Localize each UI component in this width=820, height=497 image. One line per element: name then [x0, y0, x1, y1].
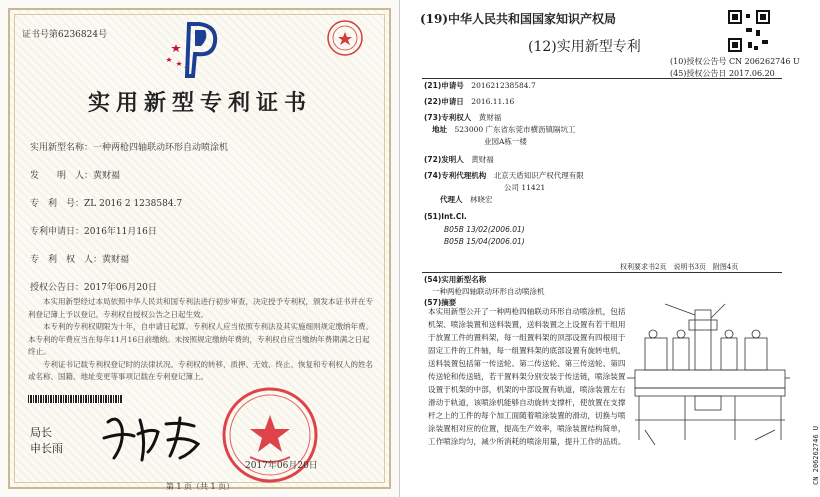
body-paragraph: 本专利的专利权期限为十年，自申请日起算。专利权人应当依照专利法及其实施细则规定缴纳年费。本专利的年费应当在每年11月16日前缴纳。未按照规定缴纳年费的，专利权自应当缴纳年费期满之日起终止。: [28, 322, 373, 356]
qr-code-icon: [728, 10, 770, 52]
field-patentee: 专 利 权 人：黄财福: [30, 255, 130, 265]
page-footer: 第 1 页（共 1 页）: [165, 482, 235, 491]
document-type: (12)实用新型专利: [528, 39, 641, 55]
certificate-number: 证书号第6236824号: [22, 30, 108, 40]
title-code: (54)实用新型名称: [424, 275, 487, 284]
publication-date: (45)授权公告日 2017.06.20: [670, 69, 775, 78]
field-row: (51)Int.Cl.: [424, 212, 467, 221]
field-patent-number: 专 利 号：ZL 2016 2 1238584.7: [30, 199, 183, 209]
certificate-page: [0, 0, 400, 497]
field-row: 代理人 林晓宏: [440, 195, 493, 204]
side-publication-number: CN 206262746 U: [812, 425, 820, 485]
body-paragraph: 专利证书记载专利权登记时的法律状况。专利权的转移、质押、无效、终止、恢复和专利权人的姓名或名称、国籍、地址变更等事项记载在专利登记簿上。: [28, 359, 373, 381]
publication-page: [400, 0, 820, 497]
sign-title: 局长: [30, 426, 52, 439]
field-inventor: 发 明 人：黄财福: [30, 171, 121, 181]
abstract-text: 本实用新型公开了一种两枪四轴联动环形自动喷涂机，包括机架、喷涂装置和送料装置，送料装置之上设置有若干组用于放置工件的置料架，每一组置料架的顶部设置有四根用于固定工件的工件轴，每一组置料架的底部设置有旋转电机，送料装置包括第一传送轮、第二传送轮、第三传送轮、第四传送轮和传送链，若干置料架分别安装于传送链，喷涂装置设置于机架的中部，机架的中部设置有轨道，喷涂装置左右滑动于轨道，该喷涂机能够自动旋转支撑杆，使放置在支撑杆之上的工件的每个加工面随着喷涂装置的滑动，切换与喷涂装置相对应的位置，提高生产效率，喷涂装置结构简单，工作喷涂均匀，减少所消耗的喷涂用量，提升工作的品质。: [428, 307, 626, 446]
verification-stamp-icon: [325, 18, 365, 58]
utility-title: 一种两枪四轴联动环形自动喷涂机: [432, 287, 545, 296]
field-row: (21)申请号 201621238584.7: [424, 81, 536, 90]
field-row: (74)专利代理机构 北京天盾知识产权代理有限: [424, 171, 584, 180]
machine-drawing-icon: [625, 300, 790, 450]
ipc-class: B05B 15/04(2006.01): [444, 237, 525, 246]
divider: [422, 78, 782, 79]
divider: [422, 272, 782, 273]
field-row: (73)专利权人 黄财福: [424, 113, 502, 122]
pages-note: 权利要求书2页 说明书3页 附图4页: [620, 263, 739, 271]
field-row: 业园A栋一楼: [484, 137, 527, 146]
office-header: (19)中华人民共和国国家知识产权局: [420, 12, 617, 26]
field-row: 地址 523000 广东省东莞市横沥镇隔坑工: [432, 125, 576, 134]
sign-subtitle: 申长雨: [30, 442, 63, 455]
field-row: 公司 11421: [504, 183, 546, 192]
body-paragraph: 本实用新型经过本局依照中华人民共和国专利法进行初步审查，决定授予专利权，颁发本证书并在专利登记簿上予以登记。专利权自授权公告之日起生效。: [28, 297, 373, 319]
certificate-body: [28, 296, 373, 384]
field-filing-date: 专利申请日：2016年11月16日: [30, 227, 157, 237]
certificate-title: 实用新型专利证书: [87, 90, 312, 116]
ipc-class: B05B 13/02(2006.01): [444, 225, 525, 234]
field-grant-date: 授权公告日：2017年06月20日: [30, 283, 157, 293]
barcode-icon: [28, 395, 123, 403]
field-utility-name: 实用新型名称：一种两枪四轴联动环形自动喷涂机: [30, 143, 229, 153]
field-row: (72)发明人 黄财福: [424, 155, 494, 164]
seal-date: 2017年06月20日: [245, 461, 318, 471]
field-row: (22)申请日 2016.11.16: [424, 97, 515, 106]
cnipa-logo-icon: [165, 18, 225, 78]
abstract-code: (57)摘要: [424, 298, 457, 307]
director-signature-icon: [100, 410, 205, 465]
publication-number: (10)授权公告号 CN 206262746 U: [670, 57, 800, 66]
